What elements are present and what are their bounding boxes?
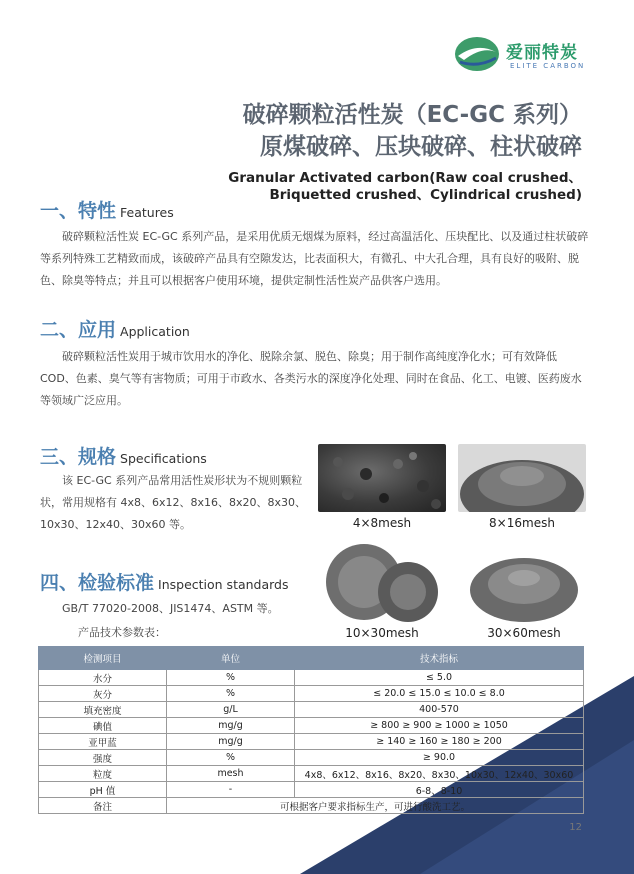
page-subtitle: 原煤破碎、压块破碎、柱状破碎	[260, 134, 582, 160]
cell-note: 可根据客户要求指标生产，可进行酸洗工艺。	[167, 798, 584, 814]
section-features-cn: 一、特性	[40, 200, 117, 222]
page-title-en: Granular Activated carbon(Raw coal crushed、Briquetted crushed、Cylindrical crushed)	[228, 170, 582, 203]
cell-item: 强度	[39, 750, 167, 766]
table-note-row	[39, 798, 584, 814]
cell-spec: 6-8、8-10	[295, 782, 584, 798]
cell-item: 亚甲蓝	[39, 734, 167, 750]
header-unit: 单位	[167, 647, 295, 670]
section-features-en: Features	[120, 205, 174, 220]
page-title: 破碎颗粒活性炭（EC-GC 系列）	[242, 102, 582, 128]
cell-item: 碘值	[39, 718, 167, 734]
table-row	[39, 766, 584, 782]
photo-4x8-mesh	[318, 444, 446, 512]
caption-30x60: 30×60mesh	[487, 626, 561, 640]
brand-logo	[452, 32, 612, 76]
cell-item: 水分	[39, 670, 167, 686]
header-item: 检测项目	[39, 647, 167, 670]
section-application-en: Application	[120, 324, 190, 339]
table-row	[39, 782, 584, 798]
granule-texture	[318, 444, 446, 512]
powder-pile	[466, 538, 582, 624]
section-application-cn: 二、应用	[40, 319, 117, 341]
cell-item: pH 值	[39, 782, 167, 798]
cell-unit: mesh	[167, 766, 295, 782]
table-row	[39, 686, 584, 702]
caption-8x16: 8×16mesh	[489, 516, 555, 530]
caption-4x8: 4×8mesh	[352, 516, 412, 530]
cell-item: 灰分	[39, 686, 167, 702]
application-paragraph: 破碎颗粒活性炭用于城市饮用水的净化、脱除余氯、脱色、除臭；用于制作高纯度净化水；可有效降低 COD、色素、臭气等有害物质；可用于市政水、各类污水的深度净化处理、同时在食品、化工、电镀、医药废水等领域广泛应用。	[40, 350, 582, 407]
cell-item: 填充密度	[39, 702, 167, 718]
section-inspection-cn: 四、检验标准	[40, 572, 155, 594]
table-row	[39, 734, 584, 750]
cell-spec: ≤ 20.0 ≤ 15.0 ≤ 10.0 ≤ 8.0	[295, 686, 584, 702]
table-header-row	[39, 647, 584, 670]
cell-unit: %	[167, 670, 295, 686]
logo-cn-text: 爱丽特炭	[506, 43, 578, 63]
cell-unit: mg/g	[167, 734, 295, 750]
photo-10x30-mesh	[322, 538, 442, 624]
logo-swoosh-icon	[452, 32, 502, 76]
photo-8x16-mesh	[458, 444, 586, 512]
table-label: 产品技术参数表：	[78, 626, 166, 639]
section-specs-cn: 三、规格	[40, 446, 117, 468]
cell-note-label: 备注	[39, 798, 167, 814]
specs-paragraph: 该 EC-GC 系列产品常用活性炭形状为不规则颗粒状，常用规格有 4x8、6x12、8x16、8x20、8x30、10x30、12x40、30x60 等。	[40, 474, 307, 531]
spec-table	[38, 646, 584, 814]
section-features-heading	[40, 196, 174, 223]
cell-unit: %	[167, 686, 295, 702]
inspection-standards-text: GB/T 77020-2008、JIS1474、ASTM 等。	[62, 602, 279, 615]
cell-spec: ≥ 140 ≥ 160 ≥ 180 ≥ 200	[295, 734, 584, 750]
cell-unit: g/L	[167, 702, 295, 718]
cell-spec: ≤ 5.0	[295, 670, 584, 686]
header-spec: 技术指标	[295, 647, 584, 670]
page-number: 12	[569, 822, 582, 833]
cell-spec: ≥ 90.0	[295, 750, 584, 766]
section-specs-en: Specifications	[120, 451, 207, 466]
cell-unit: %	[167, 750, 295, 766]
cell-spec: ≥ 800 ≥ 900 ≥ 1000 ≥ 1050	[295, 718, 584, 734]
cell-spec: 4x8、6x12、8x16、8x20、8x30、10x30、12x40、30x60	[295, 766, 584, 782]
section-inspection-heading	[40, 568, 289, 595]
photo-30x60-mesh	[466, 538, 582, 624]
table-row	[39, 702, 584, 718]
cell-unit: -	[167, 782, 295, 798]
granule-piles	[322, 538, 442, 624]
table-row	[39, 718, 584, 734]
features-paragraph: 破碎颗粒活性炭 EC-GC 系列产品，是采用优质无烟煤为原料，经过高温活化、压块配比、以及通过柱状破碎等系列特殊工艺精致而成，该破碎产品具有空隙发达，比表面积大，有微孔、中大孔合理，具有良好的吸附、脱色、除臭等特点；并且可以根据客户使用环境，提供定制性活性炭产品供客户选用。	[40, 230, 589, 287]
granule-pile	[458, 444, 586, 512]
logo-en-text: ELITE CARBON	[510, 62, 586, 70]
section-specs-heading	[40, 442, 207, 469]
caption-10x30: 10×30mesh	[345, 626, 419, 640]
cell-item: 粒度	[39, 766, 167, 782]
table-row	[39, 670, 584, 686]
cell-spec: 400-570	[295, 702, 584, 718]
section-application-heading	[40, 315, 190, 342]
cell-unit: mg/g	[167, 718, 295, 734]
section-inspection-en: Inspection standards	[158, 577, 289, 592]
table-row	[39, 750, 584, 766]
